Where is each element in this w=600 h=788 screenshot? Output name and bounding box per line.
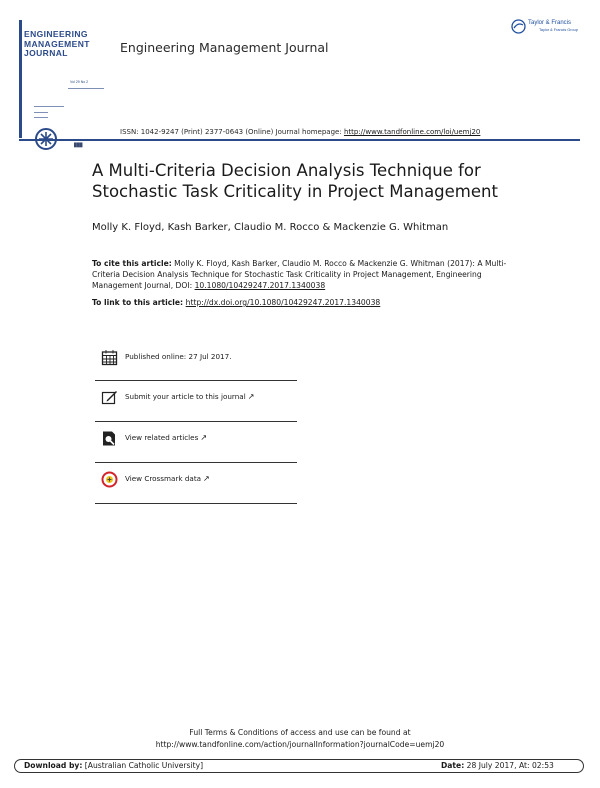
calendar-icon <box>101 349 118 366</box>
crossmark-row[interactable] <box>95 471 297 495</box>
publisher-name: Taylor & Francis <box>528 20 572 26</box>
external-link-icon: ↗ <box>247 392 255 401</box>
article-authors: Molly K. Floyd, Kash Barker, Claudio M. Rocco & Mackenzie G. Whitman <box>92 222 449 233</box>
search-document-icon <box>101 430 118 447</box>
terms-url[interactable]: http://www.tandfonline.com/action/journalInformation?journalCode=uemj20 <box>155 739 445 749</box>
issn-text: ISSN: 1042-9247 (Print) 2377-0643 (Online) Journal homepage: <box>120 128 344 136</box>
article-link-label: To link to this article: <box>92 298 186 307</box>
published-online-text: Published online: 27 Jul 2017. <box>125 352 232 361</box>
download-date-value: 28 July 2017, At: 02:53 <box>464 761 554 770</box>
related-articles-row[interactable] <box>95 430 297 454</box>
cover-title-line-2: MANAGEMENT <box>24 38 90 49</box>
info-divider <box>95 421 297 422</box>
info-divider <box>95 380 297 381</box>
related-articles-label: View related articles <box>125 433 199 442</box>
download-date-label: Date: <box>441 761 465 770</box>
submit-article-link[interactable] <box>125 392 254 401</box>
article-doi-link[interactable]: http://dx.doi.org/10.1080/10429247.2017.1340038 <box>185 298 381 307</box>
citation-doi-link[interactable]: 10.1080/10429247.2017.1340038 <box>194 281 326 290</box>
submit-article-row[interactable] <box>95 389 297 413</box>
cover-decor-line <box>34 106 64 107</box>
download-info-bar <box>14 759 584 773</box>
publisher-subname: Taylor & Francis Group <box>539 28 578 32</box>
edit-icon <box>101 389 118 406</box>
cover-volume: Vol 29 No 2 <box>70 80 89 84</box>
download-date <box>441 761 554 770</box>
info-divider <box>95 462 297 463</box>
publisher-logo-icon <box>511 19 526 34</box>
downloaded-by-label: Download by: <box>24 761 83 770</box>
external-link-icon: ↗ <box>203 474 210 483</box>
downloaded-by <box>24 761 203 770</box>
issn-line <box>120 128 480 136</box>
submit-article-label: Submit your article to this journal <box>125 392 246 401</box>
cover-title-line-1: ENGINEERING <box>24 29 88 39</box>
crossmark-link[interactable] <box>125 474 210 483</box>
downloaded-by-value: [Australian Catholic University] <box>82 761 204 770</box>
citation-label: To cite this article: <box>92 259 172 268</box>
cover-decor-line <box>68 88 104 89</box>
published-online-row <box>95 349 297 373</box>
crossmark-icon <box>101 471 118 488</box>
crossmark-label: View Crossmark data <box>125 474 202 483</box>
cover-title <box>24 30 110 59</box>
related-articles-link[interactable] <box>125 433 207 442</box>
journal-cover-thumbnail <box>19 20 109 147</box>
citation-block <box>92 258 512 291</box>
cover-title-line-3: JOURNAL <box>24 48 68 58</box>
cover-decor-line <box>34 117 48 118</box>
journal-homepage-link[interactable]: http://www.tandfonline.com/loi/uemj20 <box>343 128 481 136</box>
terms-notice <box>0 727 600 750</box>
journal-title: Engineering Management Journal <box>120 40 329 55</box>
external-link-icon: ↗ <box>200 433 208 442</box>
publisher-logo <box>511 19 585 37</box>
terms-line-1: Full Terms & Conditions of access and use can be found at <box>189 728 411 737</box>
cover-publisher-mark: ███ <box>74 142 83 147</box>
article-title: A Multi-Criteria Decision Analysis Technique for Stochastic Task Criticality in Project Management <box>92 161 498 201</box>
cover-decor-line <box>34 112 48 113</box>
citation-text: Molly K. Floyd, Kash Barker, Claudio M. Rocco & Mackenzie G. Whitman (2017): A Multi-Criteria Decision Analysis Technique for Stochastic Task Criticality in Project Management, Engineering Management Journal, DOI: <box>92 259 507 290</box>
header-divider <box>19 139 580 141</box>
article-link-line <box>92 298 380 307</box>
info-divider <box>95 503 297 504</box>
